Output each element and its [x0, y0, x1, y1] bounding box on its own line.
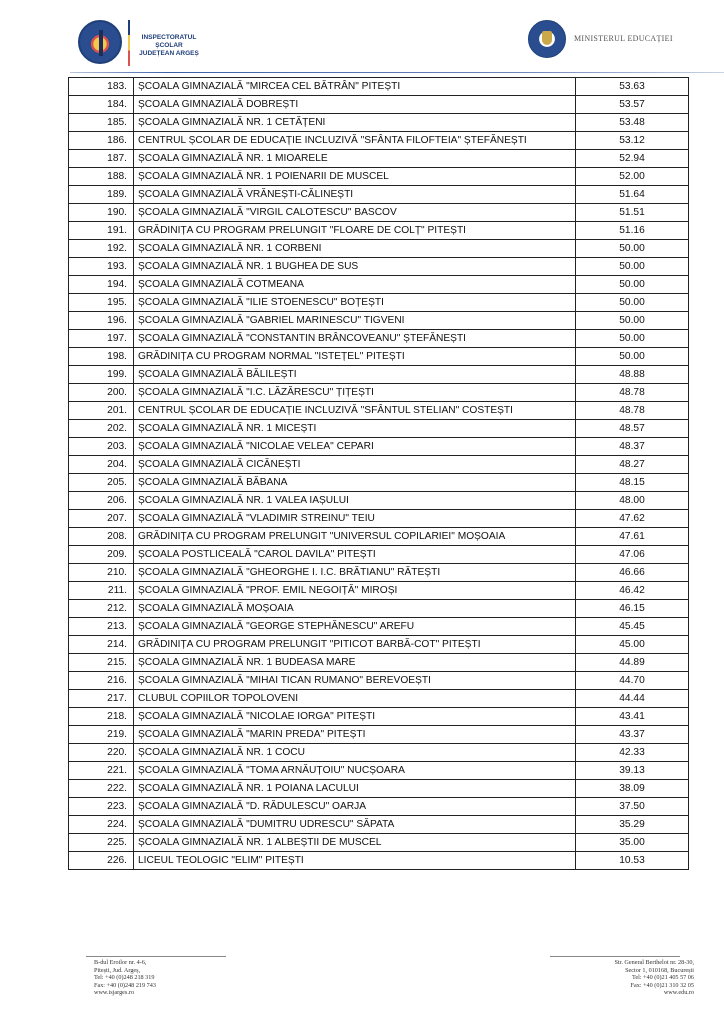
table-row — [69, 438, 689, 456]
row-number: 194. — [69, 276, 134, 294]
school-name: ȘCOALA GIMNAZIALĂ COTMEANA — [134, 276, 576, 294]
footer-left-contact — [94, 959, 156, 997]
table-row — [69, 762, 689, 780]
score-value: 50.00 — [576, 240, 689, 258]
row-number: 192. — [69, 240, 134, 258]
row-number: 222. — [69, 780, 134, 798]
table-row — [69, 690, 689, 708]
score-value: 46.66 — [576, 564, 689, 582]
score-value: 48.78 — [576, 402, 689, 420]
score-value: 53.57 — [576, 96, 689, 114]
footer-right-address2: Sector 1, 010168, București — [625, 966, 694, 974]
score-value: 37.50 — [576, 798, 689, 816]
table-row — [69, 312, 689, 330]
score-value: 51.64 — [576, 186, 689, 204]
table-row — [69, 330, 689, 348]
score-value: 47.61 — [576, 528, 689, 546]
table-row — [69, 294, 689, 312]
school-name: ȘCOALA GIMNAZIALĂ NR. 1 CETĂȚENI — [134, 114, 576, 132]
school-name: ȘCOALA GIMNAZIALĂ VRĂNEȘTI-CĂLINEȘTI — [134, 186, 576, 204]
score-value: 43.41 — [576, 708, 689, 726]
row-number: 208. — [69, 528, 134, 546]
school-name: GRĂDINIȚA CU PROGRAM PRELUNGIT "UNIVERSUL COPILARIEI" MOȘOAIA — [134, 528, 576, 546]
footer-right-address1: Str. General Berthelot nr. 28-30, — [614, 959, 694, 966]
row-number: 186. — [69, 132, 134, 150]
footer-right-divider — [550, 956, 680, 957]
row-number: 220. — [69, 744, 134, 762]
row-number: 205. — [69, 474, 134, 492]
score-value: 46.15 — [576, 600, 689, 618]
header-divider-line — [70, 72, 724, 73]
score-value: 48.37 — [576, 438, 689, 456]
school-name: ȘCOALA GIMNAZIALĂ "GHEORGHE I. I.C. BRĂTIANU" RĂTEȘTI — [134, 564, 576, 582]
table-row — [69, 528, 689, 546]
school-name: ȘCOALA GIMNAZIALĂ "I.C. LĂZĂRESCU" ȚIȚEȘTI — [134, 384, 576, 402]
score-value: 35.00 — [576, 834, 689, 852]
score-value: 53.48 — [576, 114, 689, 132]
school-name: LICEUL TEOLOGIC "ELIM" PITEȘTI — [134, 852, 576, 870]
school-name: ȘCOALA GIMNAZIALĂ "GEORGE STEPHĂNESCU" AREFU — [134, 618, 576, 636]
table-row — [69, 222, 689, 240]
row-number: 197. — [69, 330, 134, 348]
row-number: 204. — [69, 456, 134, 474]
table-row — [69, 582, 689, 600]
row-number: 224. — [69, 816, 134, 834]
row-number: 188. — [69, 168, 134, 186]
table-row — [69, 132, 689, 150]
table-row — [69, 384, 689, 402]
school-name: CENTRUL ȘCOLAR DE EDUCAȚIE INCLUZIVĂ "SFÂNTA FILOFTEIA" ȘTEFĂNEȘTI — [134, 132, 576, 150]
table-row — [69, 546, 689, 564]
school-name: ȘCOALA GIMNAZIALĂ NR. 1 CORBENI — [134, 240, 576, 258]
row-number: 187. — [69, 150, 134, 168]
table-row — [69, 564, 689, 582]
footer-right-fax: Fax: +40 (0)21 310 32 05 — [630, 981, 694, 989]
row-number: 200. — [69, 384, 134, 402]
tricolor-divider — [128, 20, 130, 66]
row-number: 199. — [69, 366, 134, 384]
score-value: 50.00 — [576, 276, 689, 294]
table-row — [69, 276, 689, 294]
row-number: 209. — [69, 546, 134, 564]
school-name: ȘCOALA GIMNAZIALĂ "GABRIEL MARINESCU" TIGVENI — [134, 312, 576, 330]
row-number: 221. — [69, 762, 134, 780]
score-value: 48.00 — [576, 492, 689, 510]
row-number: 214. — [69, 636, 134, 654]
row-number: 202. — [69, 420, 134, 438]
table-row — [69, 798, 689, 816]
government-crest-icon — [528, 20, 566, 58]
school-name: ȘCOALA GIMNAZIALĂ NR. 1 BUDEASA MARE — [134, 654, 576, 672]
school-name: ȘCOALA GIMNAZIALĂ BĂBANA — [134, 474, 576, 492]
score-value: 52.00 — [576, 168, 689, 186]
table-row — [69, 492, 689, 510]
score-value: 39.13 — [576, 762, 689, 780]
inspectorat-name-line1: INSPECTORATUL ȘCOLAR — [141, 34, 197, 49]
score-value: 44.70 — [576, 672, 689, 690]
table-row — [69, 636, 689, 654]
table-row — [69, 348, 689, 366]
school-name: ȘCOALA GIMNAZIALĂ DOBREȘTI — [134, 96, 576, 114]
row-number: 216. — [69, 672, 134, 690]
row-number: 225. — [69, 834, 134, 852]
table-row — [69, 150, 689, 168]
school-name: ȘCOALA GIMNAZIALĂ NR. 1 MIOARELE — [134, 150, 576, 168]
table-row — [69, 600, 689, 618]
row-number: 226. — [69, 852, 134, 870]
school-name: ȘCOALA GIMNAZIALĂ "DUMITRU UDRESCU" SĂPATA — [134, 816, 576, 834]
score-value: 10.53 — [576, 852, 689, 870]
score-value: 45.45 — [576, 618, 689, 636]
table-row — [69, 168, 689, 186]
school-name: ȘCOALA GIMNAZIALĂ NR. 1 COCU — [134, 744, 576, 762]
score-value: 48.15 — [576, 474, 689, 492]
footer-left-phone: Tel: +40 (0)248 218 319 — [94, 974, 155, 982]
school-name: ȘCOALA GIMNAZIALĂ NR. 1 BUGHEA DE SUS — [134, 258, 576, 276]
row-number: 212. — [69, 600, 134, 618]
row-number: 211. — [69, 582, 134, 600]
row-number: 210. — [69, 564, 134, 582]
table-row — [69, 204, 689, 222]
row-number: 185. — [69, 114, 134, 132]
ranking-table — [68, 77, 689, 870]
table-row — [69, 708, 689, 726]
table-row — [69, 744, 689, 762]
score-value: 48.57 — [576, 420, 689, 438]
score-value: 43.37 — [576, 726, 689, 744]
score-value: 51.16 — [576, 222, 689, 240]
score-value: 50.00 — [576, 348, 689, 366]
table-row — [69, 78, 689, 96]
ministry-name: MINISTERUL EDUCAȚIEI — [574, 34, 673, 43]
row-number: 198. — [69, 348, 134, 366]
row-number: 196. — [69, 312, 134, 330]
school-name: ȘCOALA GIMNAZIALĂ "NICOLAE VELEA" CEPARI — [134, 438, 576, 456]
ranking-table-body — [69, 78, 689, 870]
score-value: 48.27 — [576, 456, 689, 474]
footer-left-address2: Pitești, Jud. Argeș, — [94, 966, 141, 974]
row-number: 217. — [69, 690, 134, 708]
row-number: 193. — [69, 258, 134, 276]
score-value: 45.00 — [576, 636, 689, 654]
footer-left-divider — [86, 956, 226, 957]
header-left-branding — [78, 18, 198, 68]
school-name: ȘCOALA GIMNAZIALĂ BĂLILEȘTI — [134, 366, 576, 384]
score-value: 47.62 — [576, 510, 689, 528]
inspectorat-logo-icon — [78, 20, 122, 64]
score-value: 44.89 — [576, 654, 689, 672]
score-value: 51.51 — [576, 204, 689, 222]
score-value: 44.44 — [576, 690, 689, 708]
row-number: 215. — [69, 654, 134, 672]
school-name: ȘCOALA GIMNAZIALĂ NR. 1 ALBEȘTII DE MUSCEL — [134, 834, 576, 852]
row-number: 191. — [69, 222, 134, 240]
score-value: 47.06 — [576, 546, 689, 564]
school-name: ȘCOALA GIMNAZIALĂ "MIHAI TICAN RUMANO" BEREVOEȘTI — [134, 672, 576, 690]
row-number: 207. — [69, 510, 134, 528]
score-value: 53.12 — [576, 132, 689, 150]
row-number: 218. — [69, 708, 134, 726]
school-name: ȘCOALA GIMNAZIALĂ "VLADIMIR STREINU" TEIU — [134, 510, 576, 528]
school-name: ȘCOALA GIMNAZIALĂ "TOMA ARNĂUȚOIU" NUCȘOARA — [134, 762, 576, 780]
table-row — [69, 834, 689, 852]
row-number: 189. — [69, 186, 134, 204]
score-value: 46.42 — [576, 582, 689, 600]
school-name: ȘCOALA GIMNAZIALĂ CICĂNEȘTI — [134, 456, 576, 474]
footer-left-website-link[interactable]: www.isjarges.ro — [94, 989, 135, 997]
row-number: 195. — [69, 294, 134, 312]
row-number: 219. — [69, 726, 134, 744]
table-row — [69, 654, 689, 672]
table-row — [69, 186, 689, 204]
row-number: 206. — [69, 492, 134, 510]
score-value: 50.00 — [576, 258, 689, 276]
school-name: ȘCOALA GIMNAZIALĂ "VIRGIL CALOTESCU" BASCOV — [134, 204, 576, 222]
score-value: 48.78 — [576, 384, 689, 402]
school-name: CLUBUL COPIILOR TOPOLOVENI — [134, 690, 576, 708]
table-row — [69, 366, 689, 384]
table-row — [69, 672, 689, 690]
table-row — [69, 510, 689, 528]
score-value: 50.00 — [576, 294, 689, 312]
row-number: 213. — [69, 618, 134, 636]
school-name: ȘCOALA GIMNAZIALĂ "ILIE STOENESCU" BOȚEȘTI — [134, 294, 576, 312]
table-row — [69, 114, 689, 132]
school-name: ȘCOALA GIMNAZIALĂ "MARIN PREDA" PITEȘTI — [134, 726, 576, 744]
score-value: 50.00 — [576, 312, 689, 330]
school-name: ȘCOALA GIMNAZIALĂ "NICOLAE IORGA" PITEȘTI — [134, 708, 576, 726]
table-row — [69, 420, 689, 438]
school-name: ȘCOALA GIMNAZIALĂ NR. 1 POIENARII DE MUSCEL — [134, 168, 576, 186]
row-number: 184. — [69, 96, 134, 114]
school-name: GRĂDINIȚA CU PROGRAM NORMAL "ISTEȚEL" PITEȘTI — [134, 348, 576, 366]
school-name: ȘCOALA POSTLICEALĂ "CAROL DAVILA" PITEȘTI — [134, 546, 576, 564]
school-name: ȘCOALA GIMNAZIALĂ "MIRCEA CEL BĂTRÂN" PITEȘTI — [134, 78, 576, 96]
score-value: 53.63 — [576, 78, 689, 96]
inspectorat-name — [134, 34, 204, 58]
row-number: 190. — [69, 204, 134, 222]
row-number: 203. — [69, 438, 134, 456]
footer-right-contact — [614, 959, 694, 997]
table-row — [69, 474, 689, 492]
row-number: 183. — [69, 78, 134, 96]
school-name: ȘCOALA GIMNAZIALĂ MOȘOAIA — [134, 600, 576, 618]
score-value: 52.94 — [576, 150, 689, 168]
school-name: GRĂDINIȚA CU PROGRAM PRELUNGIT "FLOARE DE COLȚ" PITEȘTI — [134, 222, 576, 240]
school-name: ȘCOALA GIMNAZIALĂ "PROF. EMIL NEGOIȚĂ" MIROȘI — [134, 582, 576, 600]
footer-left-fax: Fax: +40 (0)248 219 743 — [94, 981, 156, 989]
school-name: GRĂDINIȚA CU PROGRAM PRELUNGIT "PITICOT BARBĂ-COT" PITEȘTI — [134, 636, 576, 654]
table-row — [69, 456, 689, 474]
inspectorat-name-line2: JUDEȚEAN ARGEȘ — [139, 50, 199, 57]
score-value: 42.33 — [576, 744, 689, 762]
school-name: CENTRUL ȘCOLAR DE EDUCAȚIE INCLUZIVĂ "SFÂNTUL STELIAN" COSTEȘTI — [134, 402, 576, 420]
table-row — [69, 816, 689, 834]
header-right-branding — [528, 18, 708, 60]
school-name: ȘCOALA GIMNAZIALĂ NR. 1 POIANA LACULUI — [134, 780, 576, 798]
footer-left-address1: B-dul Eroilor nr. 4-6, — [94, 959, 147, 966]
score-value: 48.88 — [576, 366, 689, 384]
footer-right-website-link[interactable]: www.edu.ro — [663, 989, 694, 997]
table-row — [69, 96, 689, 114]
score-value: 50.00 — [576, 330, 689, 348]
score-value: 35.29 — [576, 816, 689, 834]
school-name: ȘCOALA GIMNAZIALĂ "CONSTANTIN BRÂNCOVEANU" ȘTEFĂNEȘTI — [134, 330, 576, 348]
row-number: 223. — [69, 798, 134, 816]
table-row — [69, 240, 689, 258]
table-row — [69, 780, 689, 798]
table-row — [69, 258, 689, 276]
score-value: 38.09 — [576, 780, 689, 798]
school-name: ȘCOALA GIMNAZIALĂ NR. 1 VALEA IAȘULUI — [134, 492, 576, 510]
table-row — [69, 852, 689, 870]
school-name: ȘCOALA GIMNAZIALĂ NR. 1 MICEȘTI — [134, 420, 576, 438]
table-row — [69, 402, 689, 420]
table-row — [69, 618, 689, 636]
footer-right-phone: Tel: +40 (0)21 405 57 06 — [631, 974, 694, 982]
table-row — [69, 726, 689, 744]
row-number: 201. — [69, 402, 134, 420]
school-name: ȘCOALA GIMNAZIALĂ "D. RĂDULESCU" OARJA — [134, 798, 576, 816]
